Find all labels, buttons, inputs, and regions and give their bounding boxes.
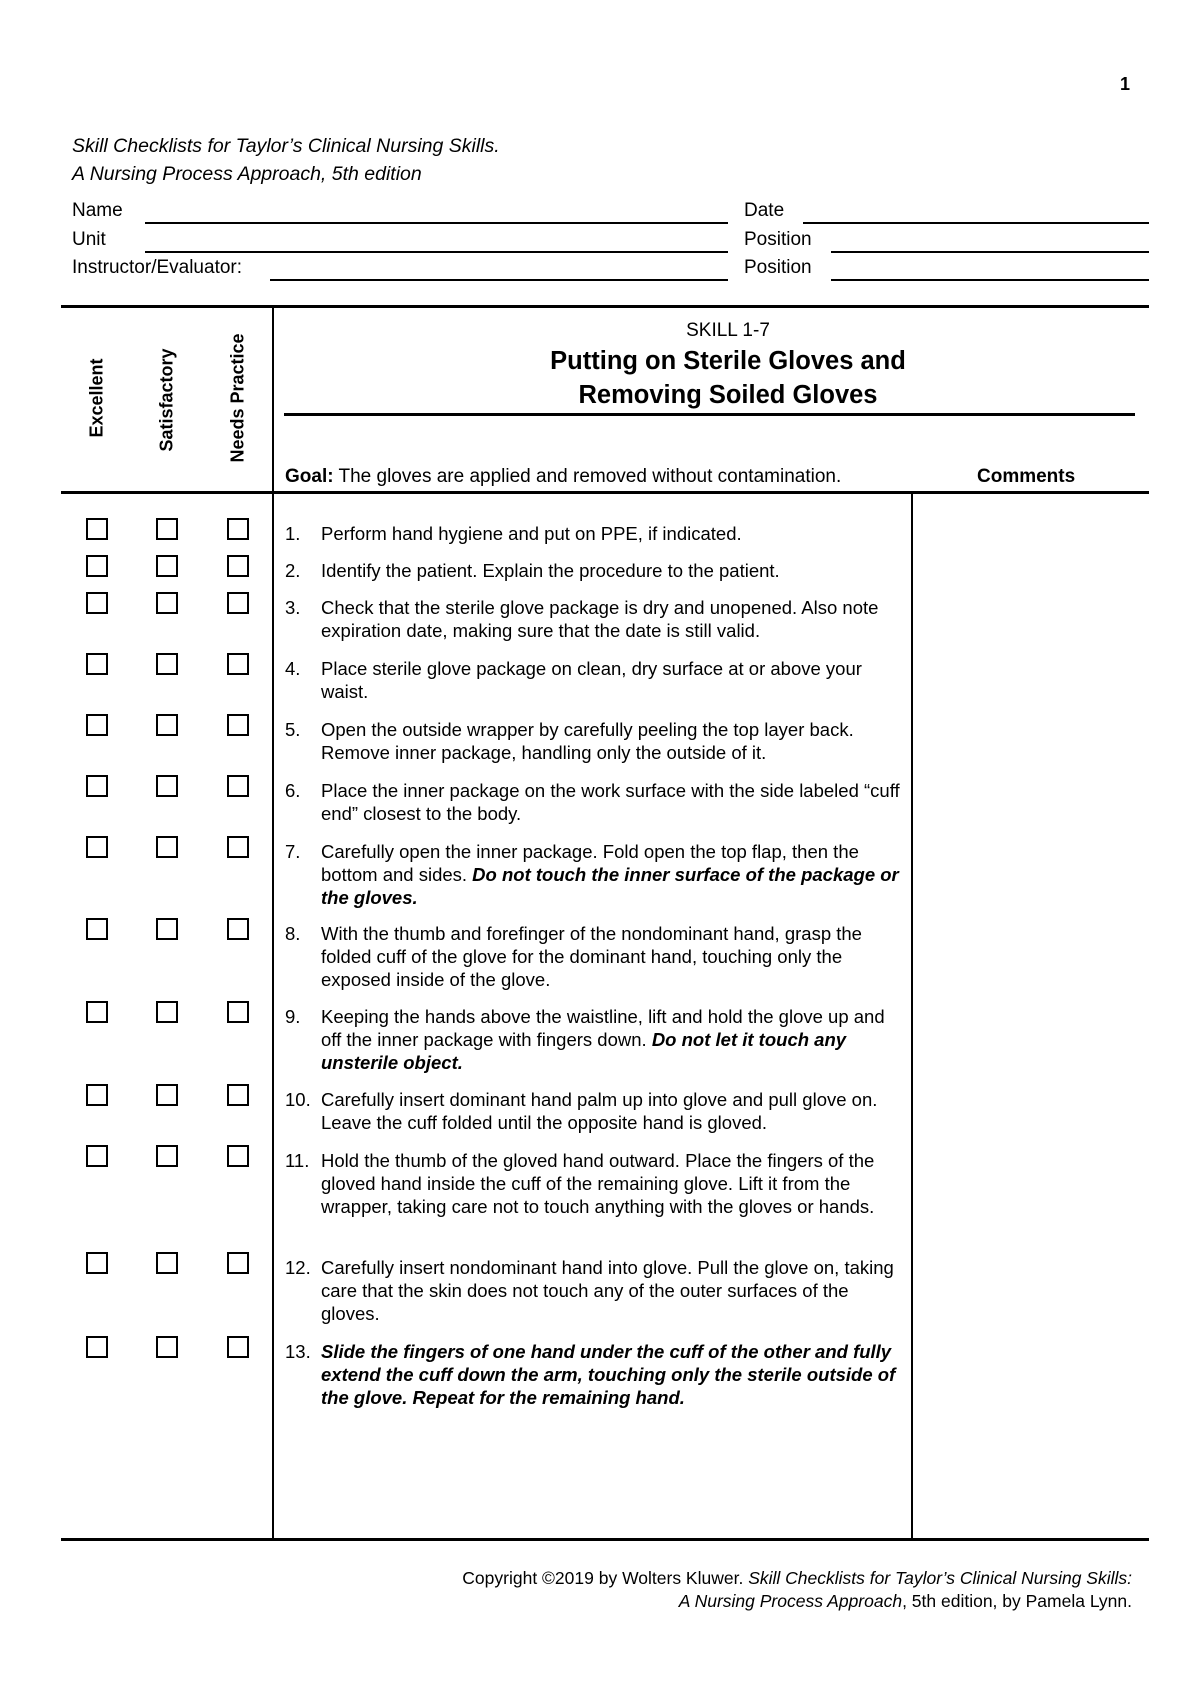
step-number: 5. xyxy=(285,719,301,740)
step-number: 12. xyxy=(285,1257,311,1278)
excellent-checkbox[interactable] xyxy=(86,1252,108,1274)
name-field[interactable] xyxy=(145,222,728,224)
step-segment: Identify the patient. Explain the procedure to the patient. xyxy=(321,560,780,581)
satisfactory-checkbox[interactable] xyxy=(156,1001,178,1023)
book-title-line1: Skill Checklists for Taylor’s Clinical Nursing Skills. xyxy=(72,135,500,157)
page-number: 1 xyxy=(1120,74,1131,94)
satisfactory-checkbox[interactable] xyxy=(156,518,178,540)
step-emphasis: Slide the fingers of one hand under the cuff of the other and fully extend the cuff down the arm, touching only the sterile outside of the glove. Repeat for the remaining hand. xyxy=(321,1341,896,1408)
instructor-label: Instructor/Evaluator: xyxy=(72,257,243,278)
step-number: 1. xyxy=(285,523,301,544)
excellent-checkbox[interactable] xyxy=(86,918,108,940)
copyright-footer xyxy=(232,1567,1132,1613)
needs-practice-checkbox[interactable] xyxy=(227,1001,249,1023)
step-text xyxy=(321,1005,901,1074)
needs-practice-checkbox[interactable] xyxy=(227,653,249,675)
excellent-checkbox[interactable] xyxy=(86,714,108,736)
step-segment: Perform hand hygiene and put on PPE, if indicated. xyxy=(321,523,742,544)
step-segment: Carefully insert nondominant hand into glove. Pull the glove on, taking care that the skin does not touch any of the outer surfaces of the gloves. xyxy=(321,1257,894,1324)
needs-practice-checkbox[interactable] xyxy=(227,918,249,940)
comments-header: Comments xyxy=(977,466,1076,487)
table-top-rule xyxy=(61,305,1149,308)
needs-practice-checkbox[interactable] xyxy=(227,1084,249,1106)
goal-statement xyxy=(285,466,841,488)
satisfactory-checkbox[interactable] xyxy=(156,1336,178,1358)
needs-practice-checkbox[interactable] xyxy=(227,1336,249,1358)
excellent-checkbox[interactable] xyxy=(86,1084,108,1106)
satisfactory-checkbox[interactable] xyxy=(156,653,178,675)
needs-practice-checkbox[interactable] xyxy=(227,592,249,614)
satisfactory-checkbox[interactable] xyxy=(156,918,178,940)
needs-practice-checkbox[interactable] xyxy=(227,1252,249,1274)
step-text xyxy=(321,922,901,991)
step-number: 4. xyxy=(285,658,301,679)
step-text xyxy=(321,1088,901,1134)
excellent-checkbox[interactable] xyxy=(86,653,108,675)
step-number: 8. xyxy=(285,923,301,944)
footer-copyright-text: Copyright ©2019 by Wolters Kluwer. xyxy=(462,1568,749,1588)
footer-line2 xyxy=(232,1590,1132,1613)
step-segment: With the thumb and forefinger of the nondominant hand, grasp the folded cuff of the glove for the dominant hand, touching only the exposed inside of the glove. xyxy=(321,923,862,990)
needs-practice-checkbox[interactable] xyxy=(227,1145,249,1167)
skill-number: SKILL 1-7 xyxy=(686,320,770,341)
title-underline xyxy=(284,413,1135,416)
step-text xyxy=(321,596,901,642)
step-text xyxy=(321,1149,901,1218)
step-text xyxy=(321,840,901,909)
table-bottom-rule xyxy=(61,1538,1149,1541)
satisfactory-checkbox[interactable] xyxy=(156,714,178,736)
step-number: 9. xyxy=(285,1006,301,1027)
step-text xyxy=(321,657,901,703)
step-emphasis: Do not touch the inner surface of the package or the gloves. xyxy=(321,864,899,908)
goal-label: Goal: xyxy=(285,466,334,487)
step-segment: Hold the thumb of the gloved hand outward. Place the fingers of the gloved hand inside the cuff of the remaining glove. Lift it from the wrapper, taking care not to touch anything with the gloves or hands. xyxy=(321,1150,875,1217)
excellent-checkbox[interactable] xyxy=(86,592,108,614)
needs-practice-checkbox[interactable] xyxy=(227,518,249,540)
satisfactory-header: Satisfactory xyxy=(156,348,177,452)
step-number: 2. xyxy=(285,560,301,581)
excellent-checkbox[interactable] xyxy=(86,1001,108,1023)
satisfactory-checkbox[interactable] xyxy=(156,1252,178,1274)
step-emphasis: Do not let it touch any unsterile object. xyxy=(321,1029,847,1073)
step-segment: Place the inner package on the work surface with the side labeled “cuff end” closest to the body. xyxy=(321,780,900,824)
date-field[interactable] xyxy=(803,222,1149,224)
table-header-rule xyxy=(61,491,1149,494)
comments-column-divider xyxy=(911,491,913,1540)
needs-practice-header: Needs Practice xyxy=(227,333,248,463)
excellent-checkbox[interactable] xyxy=(86,775,108,797)
skill-title-line2: Removing Soiled Gloves xyxy=(578,381,878,409)
excellent-checkbox[interactable] xyxy=(86,1336,108,1358)
position-label-1: Position xyxy=(744,229,812,250)
footer-book-title: Skill Checklists for Taylor’s Clinical Nursing Skills: xyxy=(748,1568,1132,1588)
footer-line1 xyxy=(232,1567,1132,1590)
skill-title xyxy=(273,344,1183,412)
step-text xyxy=(321,522,901,545)
step-segment: Carefully insert dominant hand palm up into glove and pull glove on. Leave the cuff folded until the opposite hand is gloved. xyxy=(321,1089,878,1133)
step-text xyxy=(321,559,901,582)
unit-field[interactable] xyxy=(145,251,728,253)
excellent-checkbox[interactable] xyxy=(86,836,108,858)
name-label: Name xyxy=(72,200,123,221)
step-number: 3. xyxy=(285,597,301,618)
step-text xyxy=(321,718,901,764)
rating-column-divider xyxy=(272,305,274,1540)
goal-text: The gloves are applied and removed without contamination. xyxy=(333,466,842,487)
skill-title-line1: Putting on Sterile Gloves and xyxy=(550,347,906,375)
position-field-1[interactable] xyxy=(831,251,1149,253)
needs-practice-checkbox[interactable] xyxy=(227,775,249,797)
satisfactory-checkbox[interactable] xyxy=(156,1145,178,1167)
footer-edition-author: , 5th edition, by Pamela Lynn. xyxy=(902,1591,1132,1611)
step-number: 10. xyxy=(285,1089,311,1110)
needs-practice-checkbox[interactable] xyxy=(227,714,249,736)
step-number: 11. xyxy=(285,1150,310,1171)
excellent-checkbox[interactable] xyxy=(86,1145,108,1167)
needs-practice-checkbox[interactable] xyxy=(227,555,249,577)
step-number: 7. xyxy=(285,841,301,862)
step-text xyxy=(321,1340,901,1409)
step-text xyxy=(321,779,901,825)
satisfactory-checkbox[interactable] xyxy=(156,836,178,858)
excellent-header: Excellent xyxy=(86,358,107,438)
satisfactory-checkbox[interactable] xyxy=(156,555,178,577)
unit-label: Unit xyxy=(72,229,106,250)
position-label-2: Position xyxy=(744,257,812,278)
step-segment: Place sterile glove package on clean, dry surface at or above your waist. xyxy=(321,658,862,702)
step-segment: Check that the sterile glove package is dry and unopened. Also note expiration date, making sure that the date is still valid. xyxy=(321,597,879,641)
footer-subtitle: A Nursing Process Approach xyxy=(678,1591,903,1611)
step-number: 6. xyxy=(285,780,301,801)
excellent-checkbox[interactable] xyxy=(86,518,108,540)
instructor-field[interactable] xyxy=(270,279,728,281)
step-segment: Carefully open the inner package. Fold open the top flap, then the bottom and sides. xyxy=(321,841,859,885)
step-number: 13. xyxy=(285,1341,311,1362)
book-title-line2: A Nursing Process Approach, 5th edition xyxy=(72,163,422,185)
step-segment: Keeping the hands above the waistline, lift and hold the glove up and off the inner package with fingers down. xyxy=(321,1006,885,1050)
satisfactory-checkbox[interactable] xyxy=(156,592,178,614)
satisfactory-checkbox[interactable] xyxy=(156,1084,178,1106)
date-label: Date xyxy=(744,200,785,221)
step-text xyxy=(321,1256,901,1325)
step-segment: Open the outside wrapper by carefully peeling the top layer back. Remove inner package, handling only the outside of it. xyxy=(321,719,854,763)
excellent-checkbox[interactable] xyxy=(86,555,108,577)
satisfactory-checkbox[interactable] xyxy=(156,775,178,797)
position-field-2[interactable] xyxy=(831,279,1149,281)
needs-practice-checkbox[interactable] xyxy=(227,836,249,858)
